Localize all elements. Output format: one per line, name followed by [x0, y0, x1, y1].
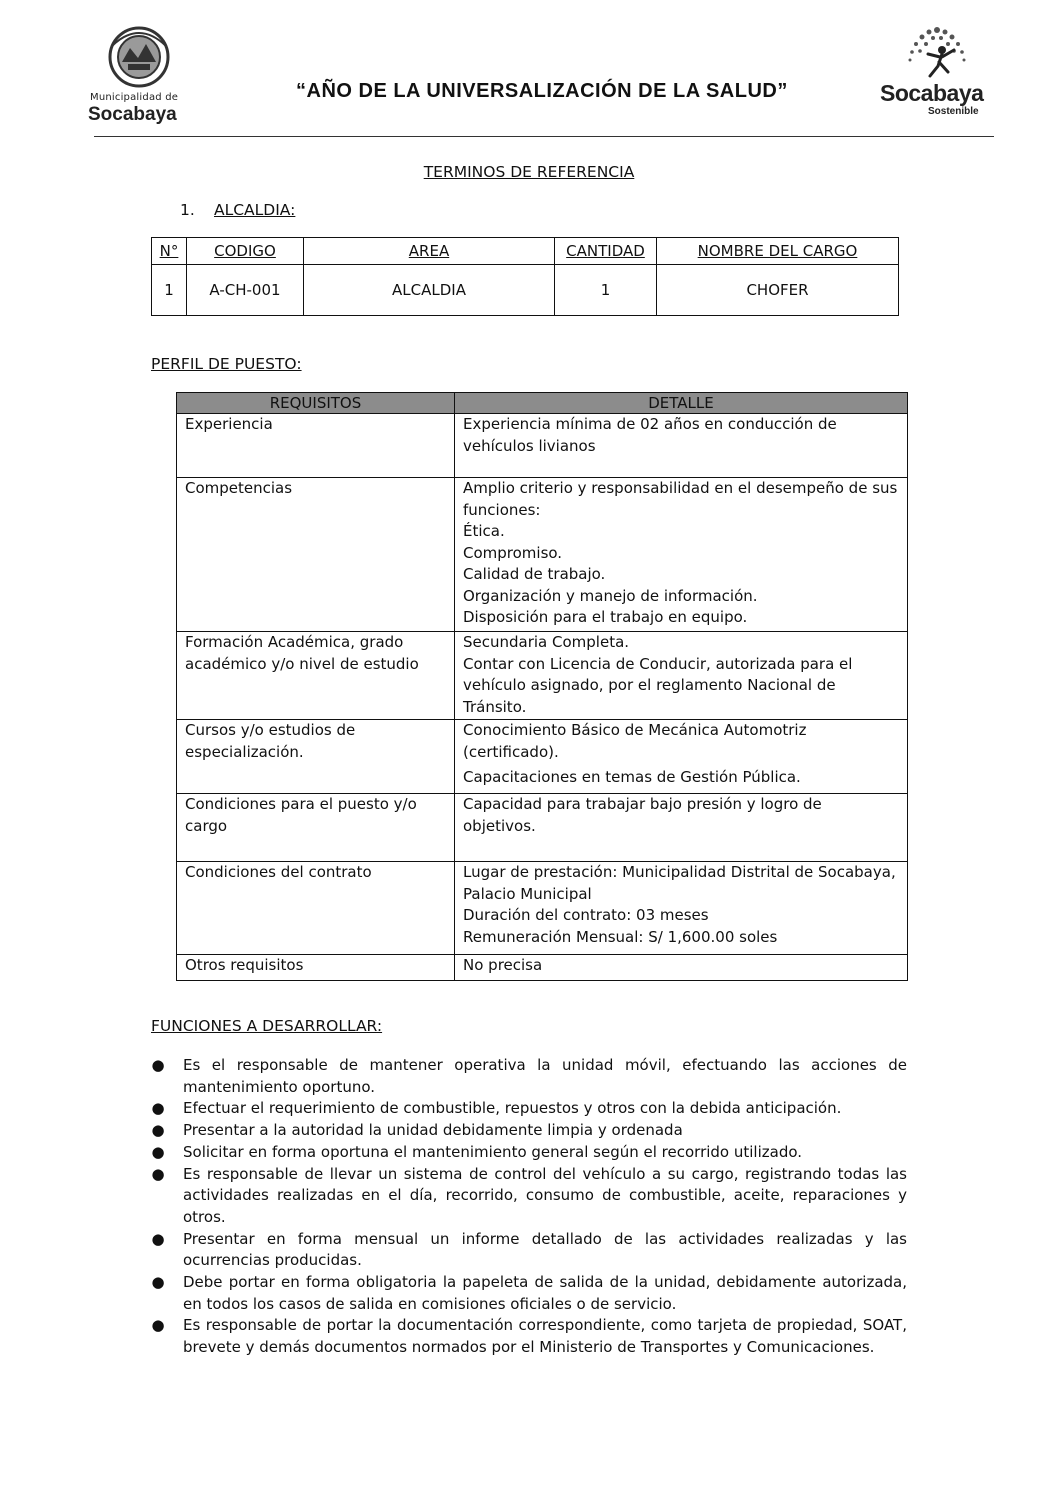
detail-text: Calidad de trabajo. [463, 565, 606, 583]
requirement-cell [177, 720, 455, 794]
document-title: TERMINOS DE REFERENCIA [423, 163, 635, 181]
bullet-icon: ● [151, 1229, 165, 1248]
table-cell: 1 [152, 265, 187, 316]
municipality-logo [86, 22, 196, 125]
list-item [151, 1120, 907, 1142]
detail-text: Duración del contrato: 03 meses [463, 906, 709, 924]
list-item [151, 1055, 907, 1098]
position-table-header [152, 238, 899, 265]
function-text: Presentar a la autoridad la unidad debidamente limpia y ordenada [183, 1121, 683, 1140]
section-number: 1. [180, 201, 195, 219]
list-item [151, 1315, 907, 1358]
bullet-icon: ● [151, 1273, 165, 1292]
detail-text: Compromiso. [463, 543, 563, 562]
brand-name: Socabaya [880, 80, 984, 106]
bullet-icon: ● [151, 1121, 165, 1140]
detail-text: Conocimiento Básico de Mecánica Automotriz (certificado). [463, 721, 807, 761]
detail-text: Capacidad para trabajar bajo presión y logro de objetivos. [463, 795, 822, 835]
requirement-text: Otros requisitos [185, 956, 304, 974]
table-row [177, 955, 908, 981]
year-motto: “AÑO DE LA UNIVERSALIZACIÓN DE LA SALUD” [296, 80, 788, 102]
table-row [177, 414, 908, 478]
profile-heading: PERFIL DE PUESTO: [151, 355, 302, 373]
bullet-icon: ● [151, 1056, 165, 1074]
detail-text: Ética. [463, 522, 505, 540]
detail-cell [455, 414, 908, 478]
position-table [151, 237, 899, 316]
functions-heading: FUNCIONES A DESARROLLAR: [151, 1017, 383, 1035]
logo-line-municipalidad: Municipalidad de [90, 92, 179, 103]
table-cell: A-CH-001 [187, 265, 304, 316]
requirement-cell [177, 794, 455, 862]
profile-table [176, 392, 908, 981]
brand-tagline: Sostenible [928, 106, 979, 117]
table-row [152, 265, 899, 316]
bullet-icon: ● [151, 1316, 165, 1335]
table-cell: 1 [555, 265, 657, 316]
requirement-cell [177, 632, 455, 720]
function-text: Solicitar en forma oportuna el mantenimiento general según el recorrido utilizado. [183, 1142, 803, 1161]
detail-text: Disposición para el trabajo en equipo. [463, 608, 748, 626]
profile-table-header [177, 393, 908, 414]
functions-list [151, 1055, 907, 1359]
function-text: Es responsable de portar la documentación correspondiente, como tarjeta de propiedad, SOAT, brevete y demás documentos normados por el Ministerio de Transportes y Comunicaciones. [183, 1316, 907, 1357]
function-text: Efectuar el requerimiento de combustible, repuestos y otros con la debida anticipación. [183, 1099, 842, 1118]
detail-text: Amplio criterio y responsabilidad en el desempeño de sus funciones: [463, 479, 898, 519]
detail-text: Organización y manejo de información. [463, 586, 758, 605]
table-cell: CHOFER [657, 265, 899, 316]
logo-line-socabaya: Socabaya [88, 104, 177, 125]
list-item [151, 1098, 907, 1120]
requirement-text: Experiencia [185, 415, 273, 433]
detail-text: Experiencia mínima de 02 años en conducción de vehículos livianos [463, 415, 837, 455]
list-item [151, 1164, 907, 1229]
detail-cell [455, 720, 908, 794]
table-row [177, 862, 908, 955]
function-text: Es el responsable de mantener operativa la unidad móvil, efectuando las acciones de mantenimiento oportuno. [183, 1056, 907, 1096]
detail-text: Contar con Licencia de Conducir, autorizada para el vehículo asignado, por el reglamento Nacional de Tránsito. [463, 654, 853, 716]
requirement-text: Cursos y/o estudios de especialización. [185, 721, 356, 761]
detail-cell [455, 955, 908, 981]
detail-text: Secundaria Completa. [463, 633, 630, 651]
section-heading: ALCALDIA: [214, 201, 296, 219]
list-item [151, 1272, 907, 1315]
detail-text: No precisa [463, 956, 543, 974]
bullet-icon: ● [151, 1164, 165, 1183]
function-text: Presentar en forma mensual un informe detallado de las actividades realizadas y las ocurrencias producidas. [183, 1229, 907, 1270]
function-text: Es responsable de llevar un sistema de control del vehículo a su cargo, registrando todas las actividades realizadas en el día, recorrido, consumo de combustible, aceite, reparaciones y otros. [183, 1164, 907, 1226]
requirement-cell [177, 478, 455, 632]
header-divider [94, 136, 994, 137]
requirement-cell [177, 414, 455, 478]
header-cell: N° [152, 238, 187, 265]
requirement-text: Condiciones del contrato [185, 863, 372, 881]
detail-text: Lugar de prestación: Municipalidad Distrital de Socabaya, Palacio Municipal [463, 863, 896, 903]
header-cell: NOMBRE DEL CARGO [657, 238, 899, 265]
detail-cell [455, 794, 908, 862]
requirement-cell [177, 862, 455, 955]
bullet-icon: ● [151, 1099, 165, 1118]
requirement-text: Formación Académica, grado académico y/o nivel de estudio [185, 633, 419, 673]
detail-cell [455, 478, 908, 632]
detail-cell [455, 862, 908, 955]
detail-text: Capacitaciones en temas de Gestión Pública. [463, 768, 801, 786]
requirement-text: Competencias [185, 479, 293, 497]
table-row [177, 632, 908, 720]
list-item [151, 1229, 907, 1272]
list-item [151, 1142, 907, 1164]
detail-cell [455, 632, 908, 720]
requirement-cell [177, 955, 455, 981]
table-row [177, 720, 908, 794]
detail-text: Remuneración Mensual: S/ 1,600.00 soles [463, 927, 778, 946]
header-cell: AREA [304, 238, 555, 265]
table-cell: ALCALDIA [304, 265, 555, 316]
socabaya-sostenible-logo [876, 24, 998, 128]
header-cell: CODIGO [187, 238, 304, 265]
function-text: Debe portar en forma obligatoria la papeleta de salida de la unidad, debidamente autorizada, en todos los casos de salida en comisiones oficiales o de servicio. [183, 1273, 907, 1313]
header-cell: CANTIDAD [555, 238, 657, 265]
bullet-icon: ● [151, 1142, 165, 1161]
requirement-text: Condiciones para el puesto y/o cargo [185, 795, 417, 835]
municipal-seal-icon [108, 26, 170, 88]
tree-figure-icon [902, 24, 972, 80]
table-row [177, 794, 908, 862]
table-row [177, 478, 908, 632]
header-cell: DETALLE [455, 393, 908, 414]
header-cell: REQUISITOS [177, 393, 455, 414]
